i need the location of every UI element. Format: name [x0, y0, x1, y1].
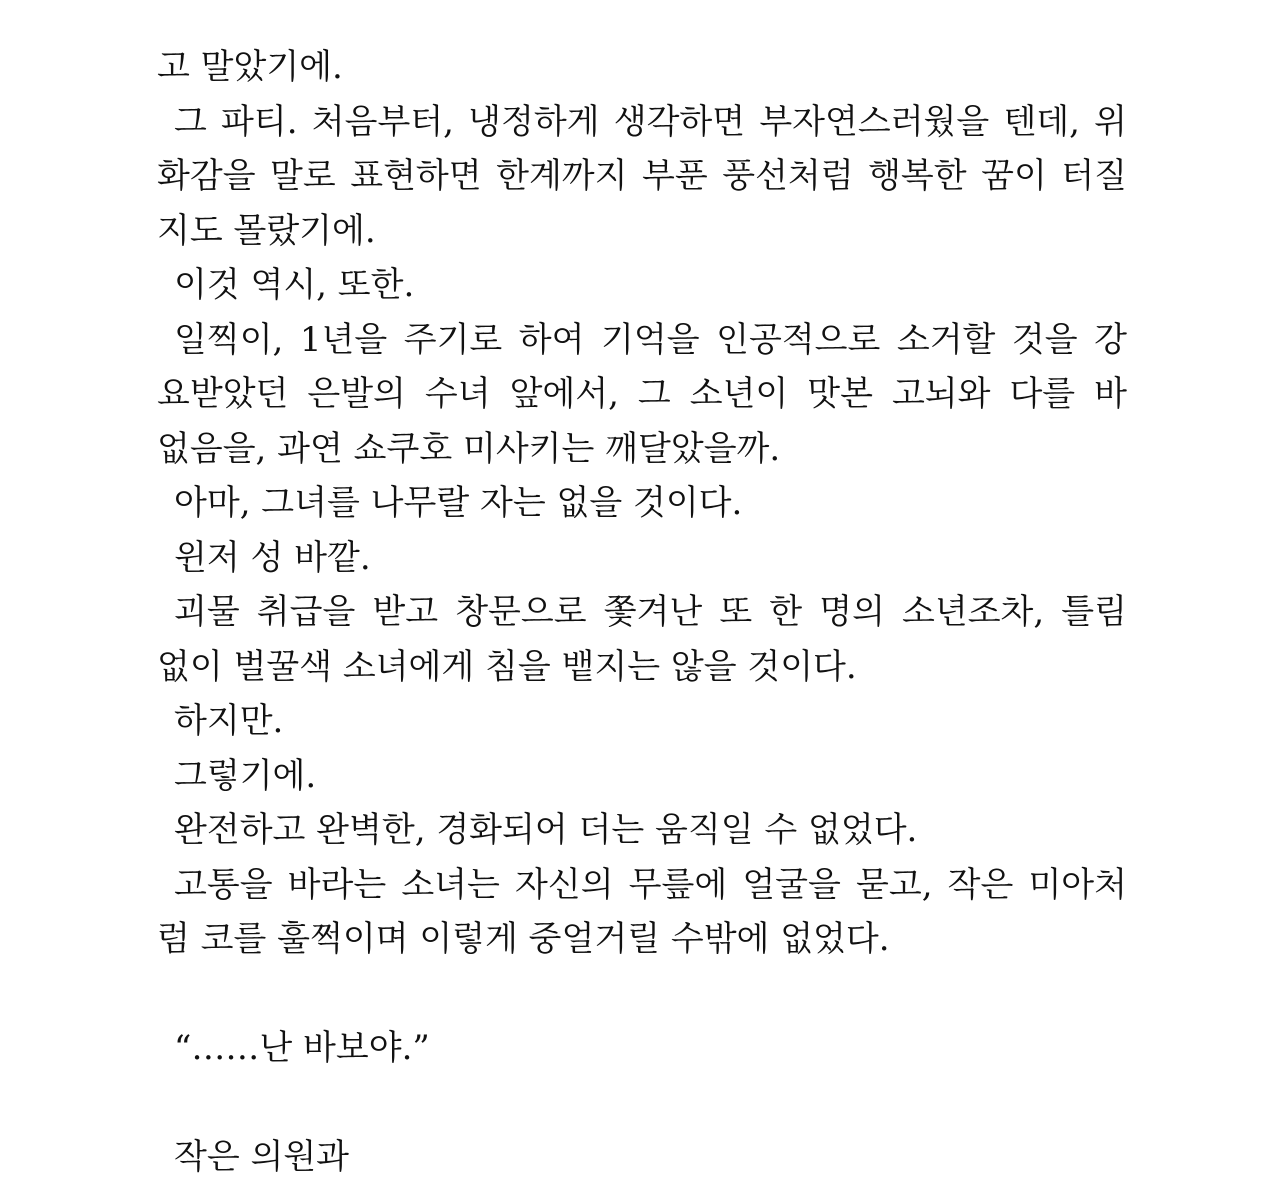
text-line: 요받았던 은발의 수녀 앞에서, 그 소년이 맛본 고뇌와 다를 바: [157, 374, 1127, 414]
text-line: 그렇기에.: [174, 755, 317, 796]
text-line: 화감을 말로 표현하면 한계까지 부푼 풍선처럼 행복한 꿈이 터질: [157, 156, 1127, 196]
text-line: 괴물 취급을 받고 창문으로 쫓겨난 또 한 명의 소년조차, 틀림: [174, 592, 1127, 632]
text-line: 하지만.: [174, 701, 284, 741]
dialogue-line: “……난 바보야.”: [174, 1028, 430, 1068]
text-line: 고 말았기에.: [157, 47, 343, 87]
text-line: 없이 벌꿀색 소녀에게 침을 뱉지는 않을 것이다.: [157, 646, 857, 687]
text-line: 완전하고 완벽한, 경화되어 더는 움직일 수 없었다.: [174, 810, 918, 850]
blank-line: [157, 1076, 1127, 1131]
text-line: 이것 역시, 또한.: [174, 265, 415, 305]
text-line: 아마, 그녀를 나무랄 자는 없을 것이다.: [174, 483, 743, 523]
body-text: [157, 40, 1127, 1185]
text-line: 그 파티. 처음부터, 냉정하게 생각하면 부자연스러웠을 텐데, 위: [174, 101, 1127, 142]
text-line: 없음을, 과연 쇼쿠호 미사키는 깨달았을까.: [157, 428, 781, 469]
text-line: 럼 코를 훌쩍이며 이렇게 중얼거릴 수밖에 없었다.: [157, 919, 890, 959]
blank-line: [157, 967, 1127, 1022]
text-line: 윈저 성 바깥.: [174, 537, 371, 578]
text-line: 작은 의원과: [174, 1137, 350, 1177]
text-line: 일찍이, 1년을 주기로 하여 기억을 인공적으로 소거할 것을 강: [174, 319, 1127, 360]
text-line: 고통을 바라는 소녀는 자신의 무릎에 얼굴을 묻고, 작은 미아처: [174, 864, 1127, 905]
text-line: 지도 몰랐기에.: [157, 210, 376, 251]
